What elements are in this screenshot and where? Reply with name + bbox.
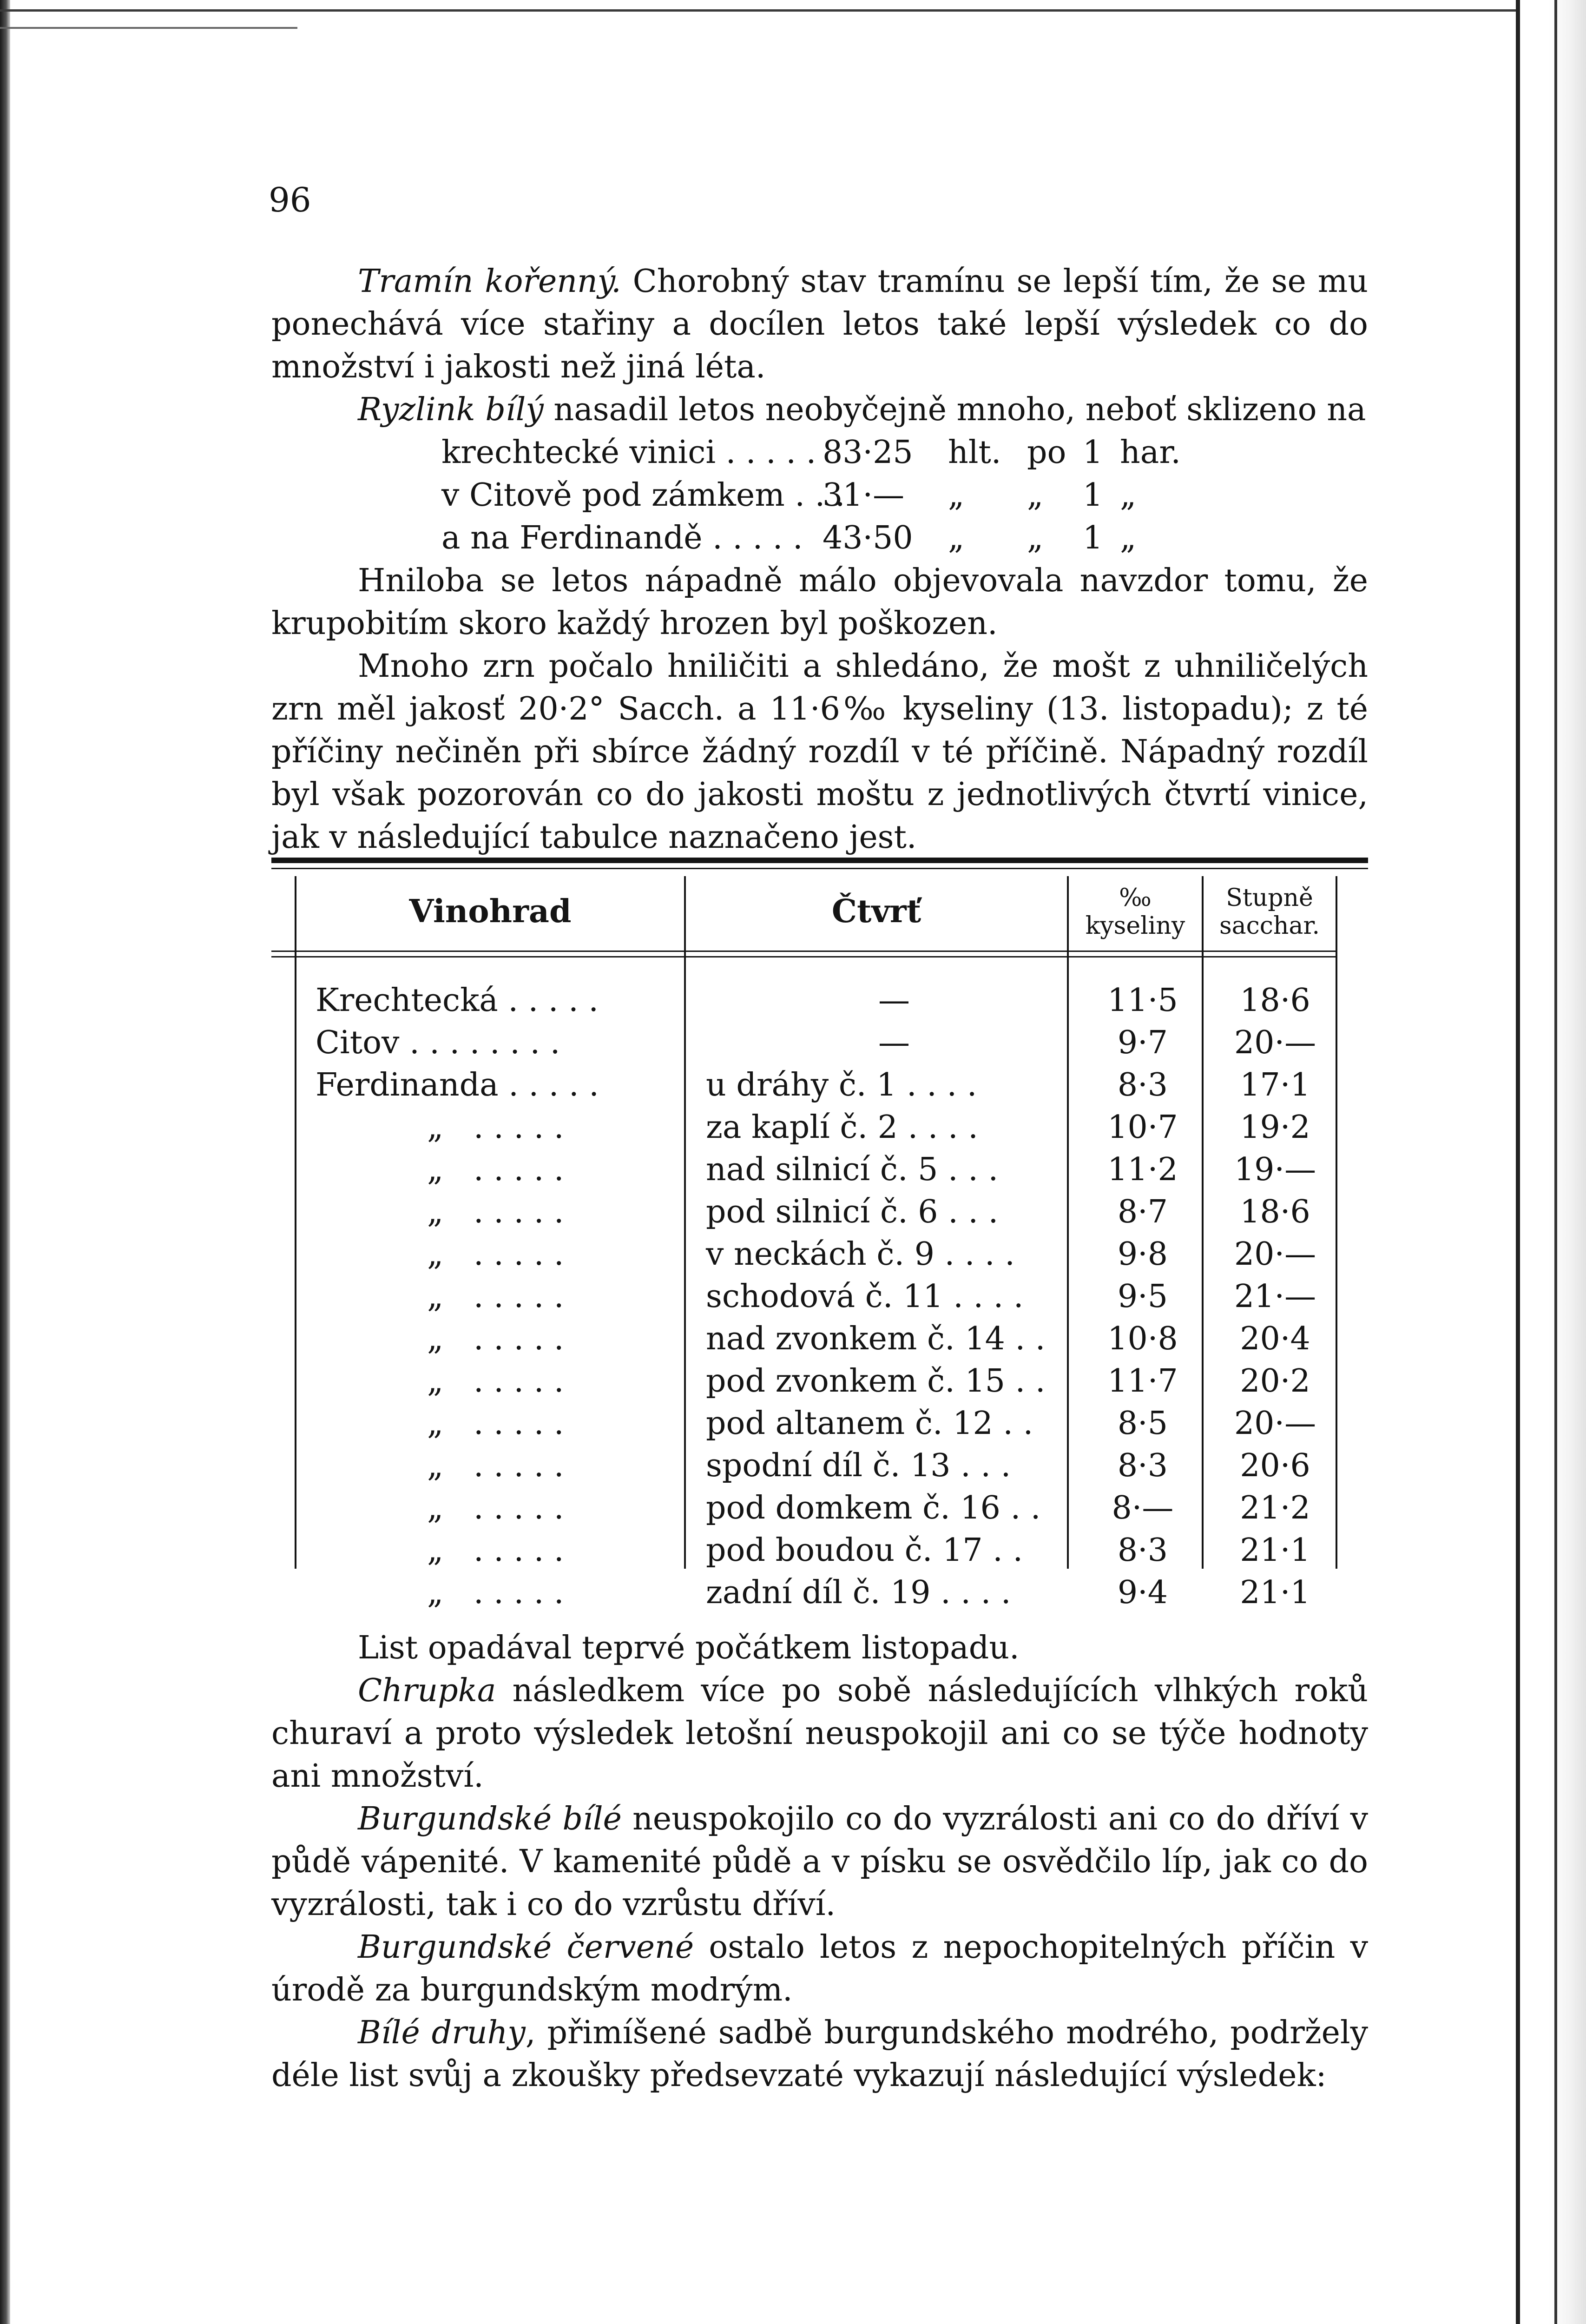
- leader-dots: . . . . .: [474, 1236, 564, 1273]
- cell-sacchar: 20·—: [1234, 1405, 1316, 1442]
- table-row: [271, 1149, 1368, 1191]
- cell-ctvrt: —: [878, 1024, 910, 1061]
- cell-vinohrad: [316, 1571, 564, 1614]
- cell-vinohrad: [316, 1191, 564, 1233]
- harvest-per: har.: [1120, 434, 1181, 471]
- harvest-unit: „: [948, 477, 965, 514]
- table-body: [271, 979, 1368, 1614]
- cell-vinohrad: [316, 1445, 564, 1487]
- cell-vinohrad: [316, 1149, 564, 1191]
- paragraph-hniloba: Hniloba se letos nápadně málo objevovala navzdor tomu, že krupobitím skoro každý hrozen byl poškozen.: [271, 562, 1368, 642]
- scan-top-line: [0, 9, 1516, 12]
- cell-sacchar: 21·1: [1240, 1532, 1310, 1569]
- cell-sacchar: 17·1: [1240, 1067, 1310, 1103]
- scan-edge-right-line: [1516, 0, 1520, 2324]
- paragraph-body: nasadil letos neobyčejně mnoho, neboť sklizeno na: [543, 391, 1366, 428]
- cell-kyseliny: 9·8: [1117, 1236, 1168, 1273]
- harvest-per: „: [1120, 477, 1137, 514]
- cell-vinohrad: Krechtecká . . . . .: [316, 982, 599, 1019]
- paragraph-lead: Bílé druhy: [358, 2014, 526, 2051]
- paragraph-body: , přimíšené sadbě burgundského modrého, podržely déle list svůj a zkoušky předsevzaté vykazují následující výsledek:: [271, 2014, 1368, 2094]
- harvest-po: „: [1027, 477, 1044, 514]
- cell-ctvrt: pod altanem č. 12 . .: [706, 1405, 1033, 1442]
- cell-vinohrad: [316, 1275, 564, 1318]
- paragraph-bile-druhy: [271, 2012, 1368, 2097]
- cell-kyseliny: 8·3: [1117, 1532, 1168, 1569]
- cell-sacchar: 20·—: [1234, 1236, 1316, 1273]
- harvest-unit: hlt.: [948, 434, 1001, 471]
- harvest-place: v Citově pod zámkem . . .: [441, 477, 845, 514]
- ditto-mark: „: [427, 1109, 444, 1146]
- scan-edge-left: [0, 0, 10, 2324]
- cell-vinohrad: [316, 1233, 564, 1275]
- page-number: 96: [269, 180, 311, 219]
- leader-dots: . . . . .: [474, 1194, 564, 1230]
- leader-dots: . . . . .: [474, 1363, 564, 1400]
- table-row: [271, 1191, 1368, 1233]
- leader-dots: . . . . .: [474, 1151, 564, 1188]
- cell-kyseliny: 9·4: [1117, 1574, 1168, 1611]
- cell-sacchar: 20·4: [1240, 1320, 1310, 1357]
- paragraph-ryzlink: [271, 389, 1368, 431]
- table-row: [271, 1106, 1368, 1149]
- leader-dots: . . . . .: [474, 1447, 564, 1484]
- table-row: [271, 1487, 1368, 1529]
- cell-kyseliny: 8·—: [1112, 1490, 1174, 1526]
- ditto-mark: „: [427, 1151, 444, 1188]
- ditto-mark: „: [427, 1447, 444, 1484]
- table-row: [271, 1275, 1368, 1318]
- leader-dots: . . . . .: [474, 1405, 564, 1442]
- paragraph-list: List opadával teprvé počátkem listopadu.: [358, 1630, 1020, 1666]
- table-top-rule-thin: [271, 868, 1368, 869]
- text-block-top: [271, 260, 1368, 431]
- paragraph-burgundske-cervene: [271, 1926, 1368, 2012]
- header-vinohrad: Vinohrad: [409, 893, 572, 930]
- harvest-list: [441, 431, 1278, 560]
- table-row: [271, 1529, 1368, 1571]
- cell-ctvrt: za kaplí č. 2 . . . .: [706, 1109, 978, 1146]
- ditto-mark: „: [427, 1574, 444, 1611]
- leader-dots: . . . . .: [474, 1532, 564, 1569]
- harvest-amount: 31·—: [823, 477, 905, 514]
- harvest-po: po: [1027, 434, 1066, 471]
- cell-sacchar: 21·2: [1240, 1490, 1310, 1526]
- cell-ctvrt: nad silnicí č. 5 . . .: [706, 1151, 999, 1188]
- table-row: [271, 1571, 1368, 1614]
- cell-sacchar: 19·—: [1234, 1151, 1316, 1188]
- cell-kyseliny: 11·2: [1107, 1151, 1178, 1188]
- text-block-bottom: [271, 1627, 1368, 2097]
- paragraph-body: ostalo letos z nepochopitelných příčin v úrodě za burgundským modrým.: [271, 1929, 1368, 2008]
- text-block-middle: [271, 560, 1368, 859]
- cell-ctvrt: pod zvonkem č. 15 . .: [706, 1363, 1046, 1400]
- ditto-mark: „: [427, 1320, 444, 1357]
- cell-sacchar: 18·6: [1240, 1194, 1310, 1230]
- table-row: [271, 1360, 1368, 1402]
- cell-sacchar: 18·6: [1240, 982, 1310, 1019]
- leader-dots: . . . . .: [474, 1278, 564, 1315]
- paragraph-lead: Chrupka: [358, 1672, 496, 1709]
- cell-kyseliny: 10·7: [1107, 1109, 1178, 1146]
- paragraph-burgundske-bile: [271, 1798, 1368, 1926]
- cell-kyseliny: 8·7: [1117, 1194, 1168, 1230]
- cell-ctvrt: pod boudou č. 17 . .: [706, 1532, 1023, 1569]
- cell-vinohrad: Citov . . . . . . . .: [316, 1024, 560, 1061]
- harvest-unit: „: [948, 520, 965, 556]
- harvest-place: krechtecké vinici . . . . .: [441, 434, 816, 471]
- table-row: [271, 1445, 1368, 1487]
- header-stupne: Stupně: [1226, 884, 1313, 912]
- cell-ctvrt: nad zvonkem č. 14 . .: [706, 1320, 1046, 1357]
- leader-dots: . . . . .: [474, 1574, 564, 1611]
- paragraph-lead: Burgundské bílé: [358, 1801, 622, 1837]
- cell-ctvrt: —: [878, 982, 910, 1019]
- cell-sacchar: 21·—: [1234, 1278, 1316, 1315]
- harvest-row: [441, 474, 1278, 517]
- cell-ctvrt: spodní díl č. 13 . . .: [706, 1447, 1011, 1484]
- harvest-count: 1: [1083, 520, 1103, 556]
- cell-vinohrad: [316, 1318, 564, 1360]
- cell-kyseliny: 9·5: [1117, 1278, 1168, 1315]
- scan-edge-right-line-outer: [1554, 0, 1557, 2324]
- harvest-po: „: [1027, 520, 1044, 556]
- table-header-rule-double: [271, 956, 1336, 957]
- table-top-rule: [271, 858, 1368, 863]
- paragraph-tramin: [271, 260, 1368, 389]
- table-row: [271, 1064, 1368, 1106]
- cell-vinohrad: Ferdinanda . . . . .: [316, 1067, 599, 1103]
- table-row: [271, 1022, 1368, 1064]
- paragraph-body: neuspokojilo co do vyzrálosti ani co do dříví v půdě vápenité. V kamenité půdě a v písku se osvědčilo líp, jak co do vyzrálosti, tak i co do vzrůstu dříví.: [271, 1801, 1368, 1923]
- cell-kyseliny: 8·3: [1117, 1447, 1168, 1484]
- cell-ctvrt: zadní díl č. 19 . . . .: [706, 1574, 1011, 1611]
- harvest-place: a na Ferdinandě . . . . .: [441, 520, 803, 556]
- ditto-mark: „: [427, 1194, 444, 1230]
- cell-vinohrad: [316, 1360, 564, 1402]
- paragraph-lead: Ryzlink bílý: [358, 391, 544, 428]
- table-header-rule: [271, 951, 1336, 952]
- header-kyseliny-unit: ‰: [1119, 884, 1152, 912]
- ditto-mark: „: [427, 1405, 444, 1442]
- paragraph-body: následkem více po sobě následujících vlhkých roků churaví a proto výsledek letošní neuspokojil ani co se týče hodnoty ani množství.: [271, 1672, 1368, 1795]
- harvest-amount: 43·50: [823, 520, 913, 556]
- scan-top-mark: [0, 27, 297, 29]
- ditto-mark: „: [427, 1490, 444, 1526]
- harvest-row: [441, 517, 1278, 560]
- cell-kyseliny: 8·3: [1117, 1067, 1168, 1103]
- cell-ctvrt: pod silnicí č. 6 . . .: [706, 1194, 999, 1230]
- harvest-count: 1: [1083, 477, 1103, 514]
- header-ctvrt: Čtvrť: [831, 893, 921, 930]
- harvest-per: „: [1120, 520, 1137, 556]
- cell-kyseliny: 9·7: [1117, 1024, 1168, 1061]
- table-row: [271, 1233, 1368, 1275]
- leader-dots: . . . . .: [474, 1109, 564, 1146]
- cell-sacchar: 19·2: [1240, 1109, 1310, 1146]
- paragraph-lead: Burgundské červené: [358, 1929, 694, 1966]
- cell-sacchar: 21·1: [1240, 1574, 1310, 1611]
- header-kyseliny: kyseliny: [1085, 912, 1185, 940]
- ditto-mark: „: [427, 1236, 444, 1273]
- cell-vinohrad: [316, 1106, 564, 1149]
- ditto-mark: „: [427, 1278, 444, 1315]
- harvest-row: [441, 431, 1278, 474]
- harvest-count: 1: [1083, 434, 1103, 471]
- paragraph-mnoho-zrn: Mnoho zrn počalo hniličiti a shledáno, že mošt z uhniličelých zrn měl jakosť 20·2° Sacch. a 11·6‰ kyseliny (13. listopadu); z té příčiny nečiněn při sbírce žádný rozdíl v té příčině. Nápadný rozdíl byl však pozorován co do jakosti moštu z jednotlivých čtvrtí vinice, jak v následující tabulce naznačeno jest.: [271, 648, 1368, 856]
- table-row: [271, 1402, 1368, 1445]
- ditto-mark: „: [427, 1532, 444, 1569]
- cell-sacchar: 20·6: [1240, 1447, 1310, 1484]
- cell-vinohrad: [316, 1402, 564, 1445]
- leader-dots: . . . . .: [474, 1320, 564, 1357]
- header-sacchar: sacchar.: [1219, 912, 1320, 940]
- table-row: [271, 979, 1368, 1022]
- cell-ctvrt: schodová č. 11 . . . .: [706, 1278, 1024, 1315]
- cell-sacchar: 20·2: [1240, 1363, 1310, 1400]
- table-row: [271, 1318, 1368, 1360]
- cell-ctvrt: v neckách č. 9 . . . .: [706, 1236, 1015, 1273]
- paragraph-body: Chorobný stav tramínu se lepší tím, že se mu ponechává více stařiny a docílen letos také lepší výsledek co do množství i jakosti než jiná léta.: [271, 263, 1368, 385]
- harvest-amount: 83·25: [823, 434, 913, 471]
- cell-vinohrad: [316, 1529, 564, 1571]
- cell-sacchar: 20·—: [1234, 1024, 1316, 1061]
- paragraph-lead: Tramín kořenný.: [358, 263, 621, 300]
- ditto-mark: „: [427, 1363, 444, 1400]
- cell-ctvrt: u dráhy č. 1 . . . .: [706, 1067, 977, 1103]
- cell-vinohrad: [316, 1487, 564, 1529]
- paragraph-chrupka: [271, 1670, 1368, 1798]
- cell-kyseliny: 8·5: [1117, 1405, 1168, 1442]
- leader-dots: . . . . .: [474, 1490, 564, 1526]
- must-quality-table: [271, 858, 1368, 1650]
- cell-kyseliny: 10·8: [1107, 1320, 1178, 1357]
- cell-ctvrt: pod domkem č. 16 . .: [706, 1490, 1041, 1526]
- cell-kyseliny: 11·5: [1107, 982, 1178, 1019]
- cell-kyseliny: 11·7: [1107, 1363, 1178, 1400]
